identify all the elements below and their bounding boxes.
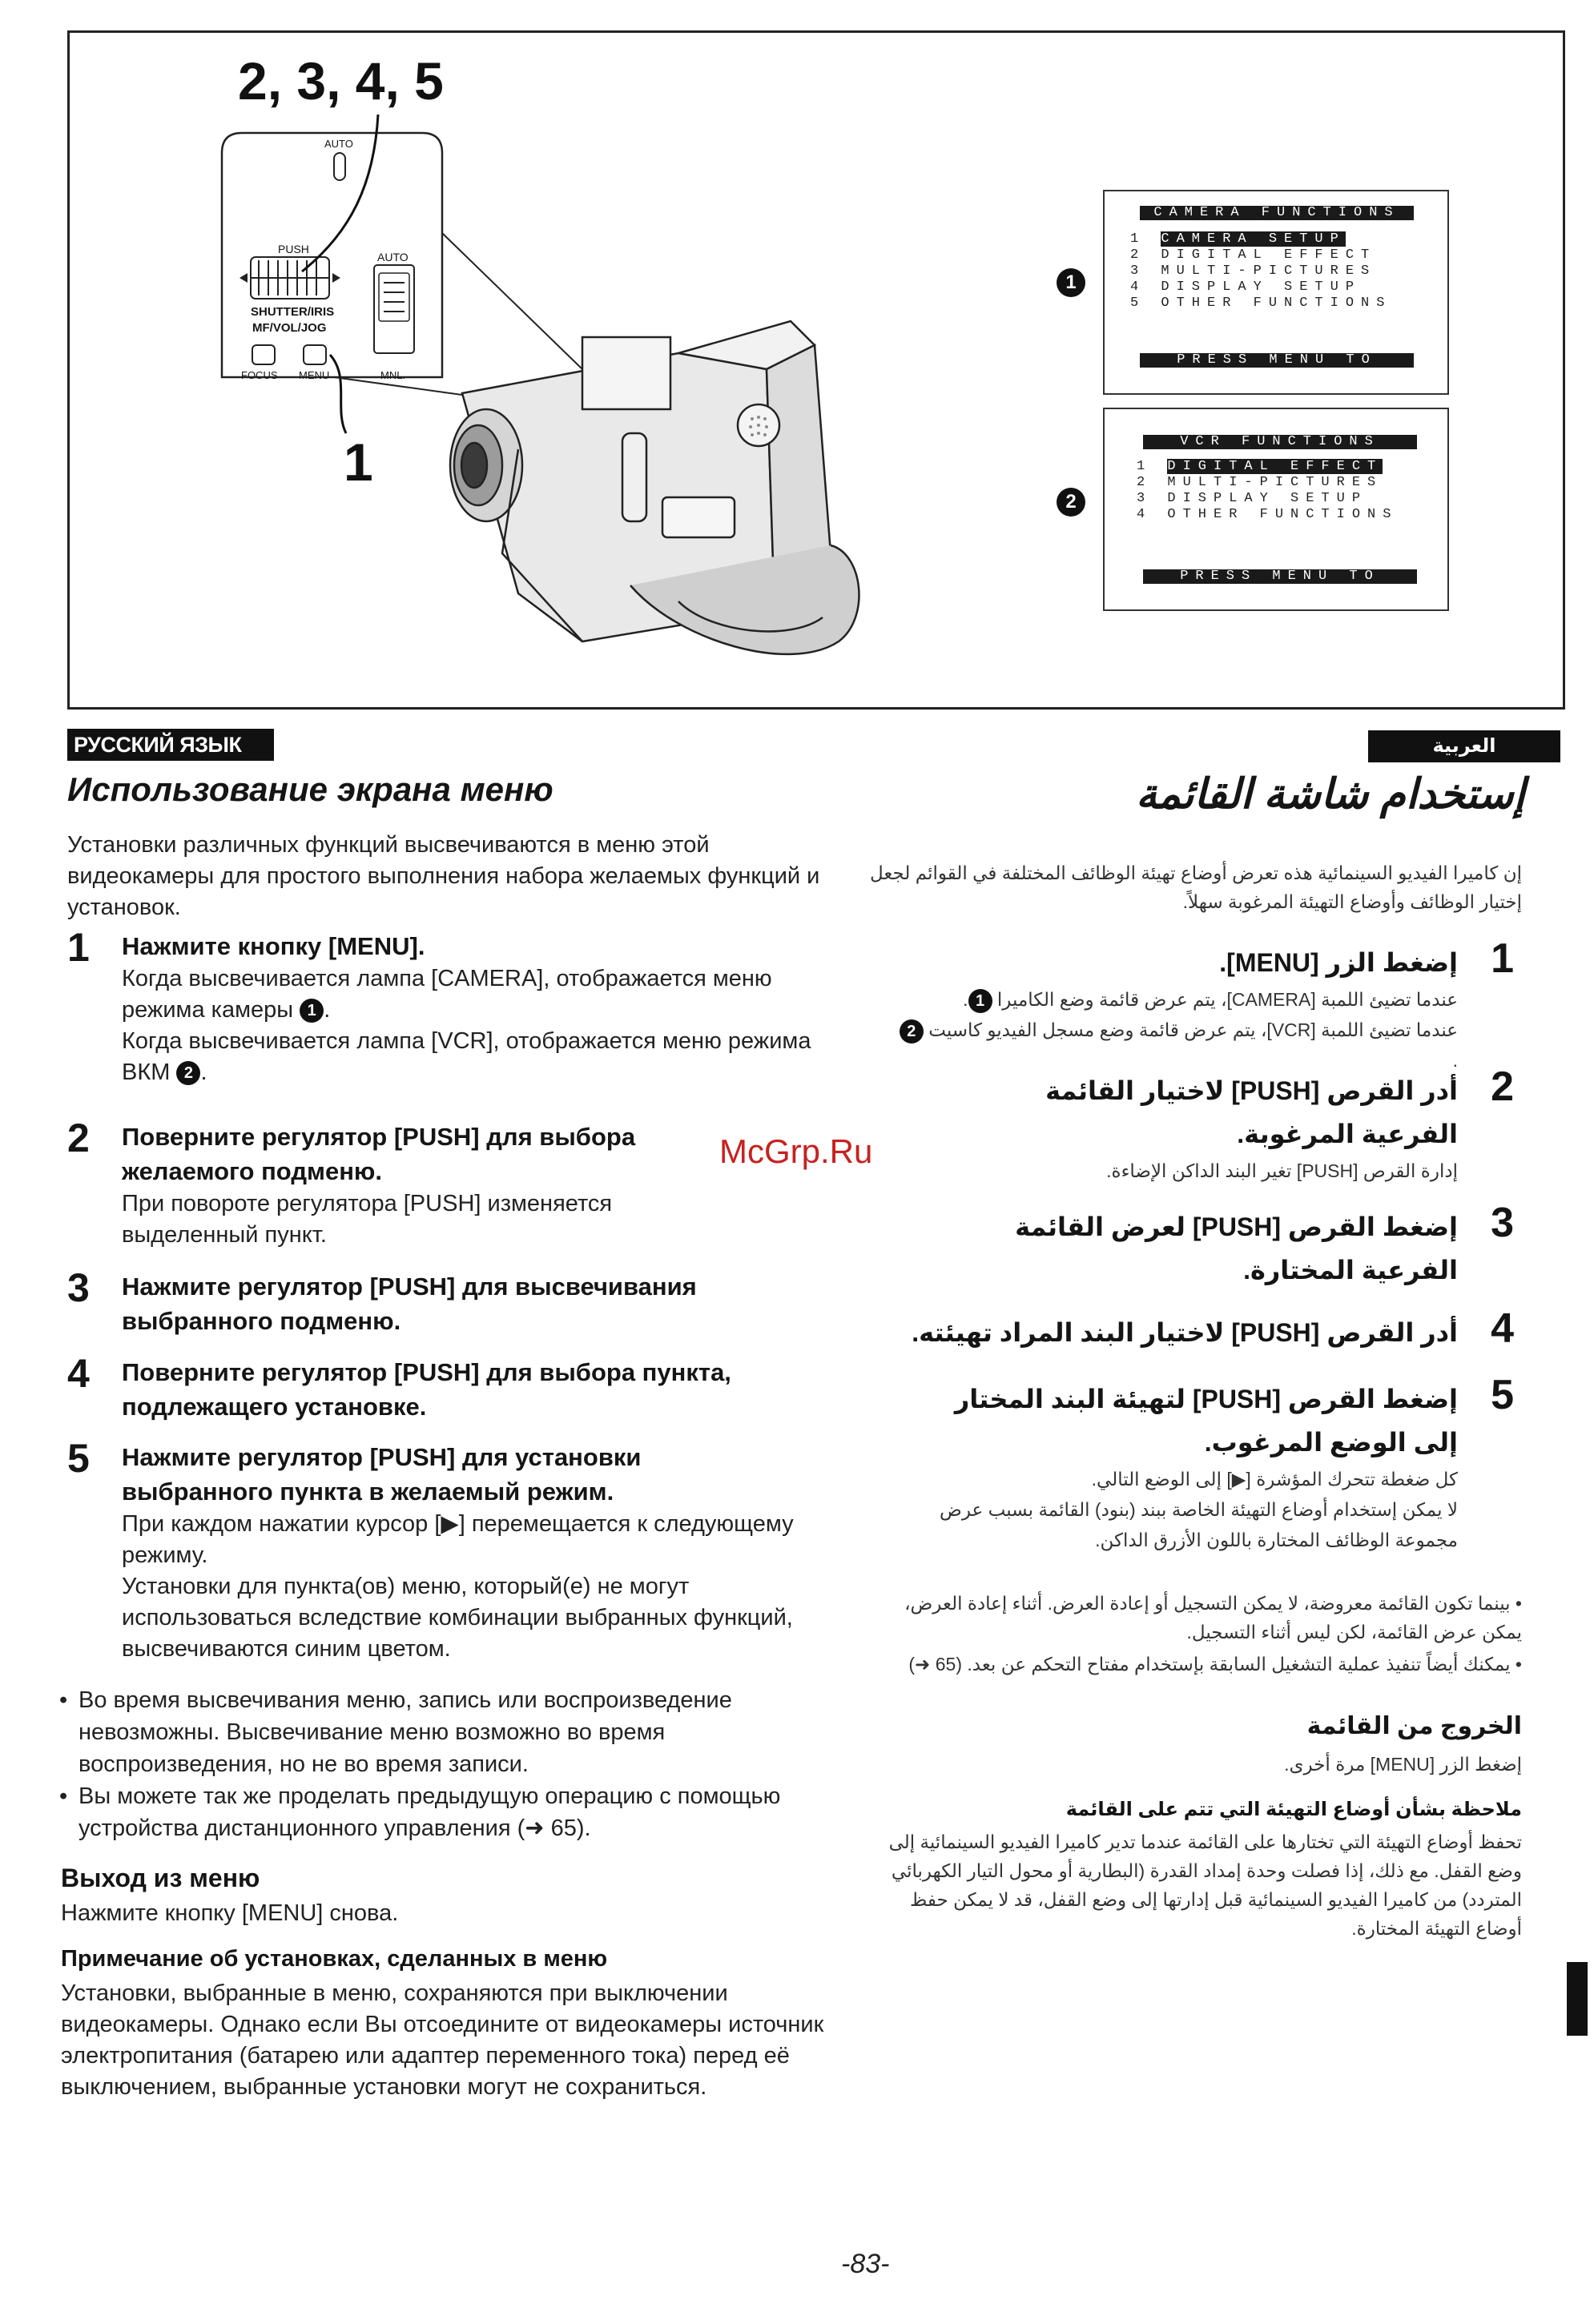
camera-menu-item: 5 OTHER FUNCTIONS <box>1130 296 1392 311</box>
label-auto-top: AUTO <box>324 138 353 150</box>
ru-note-heading: Примечание об установках, сделанных в меню <box>61 1946 608 1972</box>
ru-step-5 <box>67 1436 796 1665</box>
ru-note-text: Установки, выбранные в меню, сохраняются при выключении видеокамеры. Однако если Вы отсоедините от видеокамеры источник электропитания (батарею или адаптер переменного тока) перед её выключением, выбранные установки могут не сохраниться. <box>61 1980 824 2100</box>
label-shutter-iris: SHUTTER/IRIS <box>251 305 335 319</box>
label-auto-switch: AUTO <box>377 251 409 263</box>
ar-step-3 <box>945 1200 1514 1292</box>
ar-exit-text: إضغط الزر [MENU] مرة أخرى. <box>1284 1754 1522 1775</box>
arabic-language-label: العربية <box>1368 730 1560 762</box>
badge-1: 1 <box>300 999 324 1023</box>
step-heading: إضغط القرص [PUSH] لتهيئة البند المختار إلى الوضع المرغوب. <box>954 1385 1458 1457</box>
vcr-functions-screen <box>1103 408 1449 611</box>
step-description: كل ضغطة تتحرك المؤشرة [▶] إلى الوضع التالي. <box>1091 1469 1458 1490</box>
step-description-note: لا يمكن إستخدام أوضاع التهيئة الخاصة ببند (بنود) القائمة بسبب عرض مجموعة الوظائف المختارة باللون الأزرق الداكن. <box>940 1499 1458 1550</box>
step-number: 2 <box>67 1116 90 1160</box>
step-number: 5 <box>67 1436 90 1481</box>
ar-bullet-2: • يمكنك أيضاً تنفيذ عملية التشغيل السابقة بإستخدام مفتاح التحكم عن بعد. (65 ➜) <box>908 1654 1522 1675</box>
badge-2: 2 <box>1057 488 1085 517</box>
step-description-note: Установки для пункта(ов) меню, который(е) не могут использоваться вследствие комбинации выбранных функций, высвечиваются синим цветом. <box>122 1574 793 1662</box>
russian-title: Использование экрана меню <box>67 770 553 808</box>
step-heading: إضغط الزر [MENU]. <box>1219 948 1458 977</box>
ar-note-text: تحفظ أوضاع التهيئة التي تختارها على القائمة عندما تدير كاميرا الفيديو السينمائية إلى وضع القفل. مع ذلك، إذا فصلت وحدة إمداد القدرة (البطارية أو محول التيار الكهربائي المتردد) من كاميرا الفيديو السينمائية قبل إدارتها إلى وضع القفل، قد لا يمكن حفظ أوضاع التهيئة المختارة. <box>888 1831 1522 1939</box>
ru-exit-text: Нажмите кнопку [MENU] снова. <box>61 1900 399 1926</box>
vcr-menu-item: 3 DISPLAY SETUP <box>1137 491 1368 506</box>
vcr-menu-title: VCR FUNCTIONS <box>1143 435 1417 449</box>
step-description: Когда высвечивается лампа [CAMERA], отображается меню режима камеры 1 . Когда высвечивается лампа [VCR], отображается меню режима ВКМ 2 . <box>122 966 811 1085</box>
ru-exit-heading: Выход из меню <box>61 1864 260 1892</box>
russian-language-label: РУССКИЙ ЯЗЫК <box>67 729 274 761</box>
ru-bullet-2: • Вы можете так же проделать предыдущую операцию с помощью устройства дистанционного управления (➜ 65). <box>59 1783 781 1841</box>
ru-step-3 <box>67 1265 820 1338</box>
camera-functions-screen <box>1103 190 1449 395</box>
vcr-menu-item: 2 MULTI-PICTURES <box>1137 475 1383 490</box>
camera-menu-footer: PRESS MENU TO EXIT <box>1140 353 1414 368</box>
step-heading: Нажмите кнопку [MENU]. <box>122 932 425 960</box>
camera-menu-item: 1 CAMERA SETUP <box>1130 231 1346 247</box>
step-number: 1 <box>67 925 90 970</box>
label-mf-vol-jog: MF/VOL/JOG <box>252 321 327 335</box>
step-callout-1: 1 <box>344 432 373 492</box>
step-number: 4 <box>1491 1305 1514 1352</box>
step-description: При каждом нажатии курсор [▶] перемещается к следующему режиму. <box>122 1511 794 1568</box>
arabic-intro: إن كاميرا الفيديو السينمائية هذه تعرض أوضاع تهيئة الوظائف المختلفة في القوائم لجعل إختيار الوظائف وأوضاع التهيئة المرغوبة سهلاً. <box>870 862 1522 912</box>
step-number: 4 <box>67 1351 90 1396</box>
step-callout-2-5: 2, 3, 4, 5 <box>238 51 444 111</box>
ar-step-1 <box>897 935 1514 1076</box>
ar-exit-heading: الخروج من القائمة <box>1306 1713 1522 1739</box>
label-focus: FOCUS <box>241 369 278 381</box>
label-menu: MENU <box>299 369 330 381</box>
ar-step-5 <box>913 1372 1514 1555</box>
vcr-menu-item: 4 OTHER FUNCTIONS <box>1137 507 1399 522</box>
step-heading: Поверните регулятор [PUSH] для выбора пункта, подлежащего установке. <box>122 1358 731 1421</box>
step-number: 3 <box>67 1265 90 1310</box>
ru-step-4 <box>67 1351 860 1424</box>
label-mnl: MNL. <box>380 369 406 381</box>
ar-step-4 <box>897 1305 1514 1354</box>
step-heading: Поверните регулятор [PUSH] для выбора желаемого подменю. <box>122 1123 636 1185</box>
figure-panel <box>67 30 1565 710</box>
ru-step-1 <box>67 925 852 1088</box>
step-heading: Нажмите регулятор [PUSH] для установки выбранного пункта в желаемый режим. <box>122 1443 642 1506</box>
ru-step-2 <box>67 1116 740 1251</box>
step-description: При повороте регулятора [PUSH] изменяется выделенный пункт. <box>122 1191 613 1248</box>
ar-note-heading: ملاحظة بشأن أوضاع التهيئة التي تتم على القائمة <box>1065 1799 1522 1820</box>
badge-1: 1 <box>968 989 992 1013</box>
watermark: McGrp.Ru <box>719 1132 873 1170</box>
step-heading: Нажмите регулятор [PUSH] для высвечивания выбранного подменю. <box>122 1273 697 1335</box>
step-heading: أدر القرص [PUSH] لاختيار البند المراد تهيئته. <box>912 1318 1458 1347</box>
step-description: عندما تضيئ اللمبة [CAMERA]، يتم عرض قائمة وضع الكاميرا 1. عندما تضيئ اللمبة [VCR]، يتم عرض قائمة وضع مسجل الفيديو كاسيت 2. <box>897 984 1458 1076</box>
page-edge-tab <box>1567 1962 1588 2036</box>
ru-bullet-1: • Во время высвечивания меню, запись или воспроизведение невозможны. Высвечивание меню возможно во время воспроизведения, но не во время записи. <box>59 1687 732 1777</box>
badge-1: 1 <box>1057 268 1085 297</box>
camera-menu-item: 4 DISPLAY SETUP <box>1130 279 1362 295</box>
step-number: 2 <box>1491 1063 1514 1110</box>
label-push: PUSH <box>278 243 309 255</box>
ar-step-2 <box>945 1063 1514 1186</box>
badge-2: 2 <box>176 1061 200 1085</box>
badge-2: 2 <box>900 1019 924 1043</box>
camera-menu-item: 2 DIGITAL EFFECT <box>1130 247 1377 263</box>
step-number: 5 <box>1491 1372 1514 1418</box>
camera-menu-title: CAMERA FUNCTIONS <box>1140 206 1414 220</box>
ar-bullet-1: • بينما تكون القائمة معروضة، لا يمكن التسجيل أو إعادة العرض. أثناء إعادة العرض، يمكن عرض القائمة، لكن ليس أثناء التسجيل. <box>904 1593 1522 1642</box>
vcr-menu-item: 1 DIGITAL EFFECT <box>1137 459 1383 474</box>
step-description: إدارة القرص [PUSH] تغير البند الداكن الإضاءة. <box>1106 1160 1458 1181</box>
page-number: -83- <box>841 2249 890 2279</box>
step-number: 1 <box>1491 935 1514 982</box>
step-heading: أدر القرص [PUSH] لاختيار القائمة الفرعية المرغوبة. <box>1045 1076 1458 1148</box>
vcr-menu-footer: PRESS MENU TO EXIT <box>1143 569 1417 584</box>
step-heading: إضغط القرص [PUSH] لعرض القائمة الفرعية المختارة. <box>1015 1212 1458 1285</box>
camera-menu-item: 3 MULTI-PICTURES <box>1130 263 1377 279</box>
russian-intro: Установки различных функций высвечиваются в меню этой видеокамеры для простого выполнения набора желаемых функций и установок. <box>67 832 820 920</box>
step-number: 3 <box>1491 1200 1514 1246</box>
arabic-title: إستخدام شاشة القائمة <box>1136 771 1525 818</box>
